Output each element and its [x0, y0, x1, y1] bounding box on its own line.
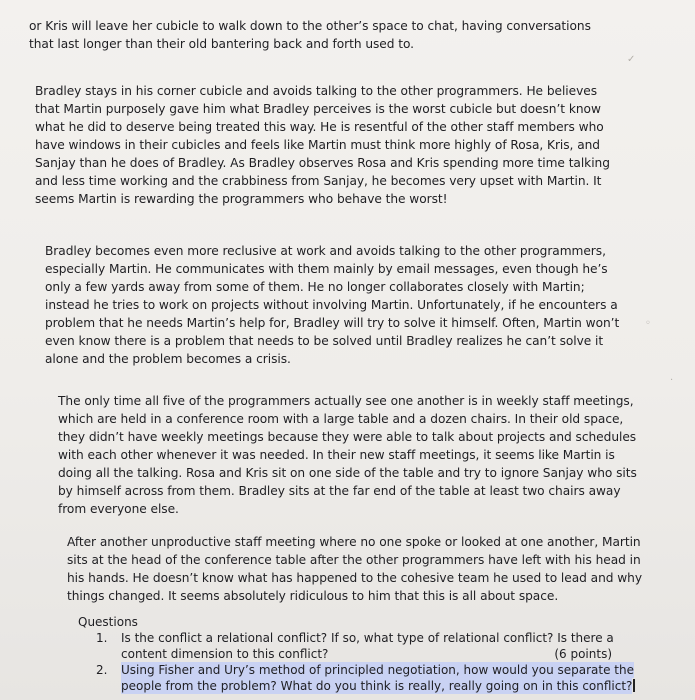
text-line: especially Martin. He communicates with them mainly by email messages, even though he’s [45, 262, 608, 276]
question-text-line: Is the conflict a relational conflict? If so, what type of relational conflict? Is there a [121, 631, 614, 645]
text-line: from everyone else. [58, 502, 179, 516]
text-line: his hands. He doesn’t know what has happened to the cohesive team he used to lead and why [67, 571, 643, 585]
text-line: have windows in their cubicles and feels like Martin must think more highly of Rosa, Kris, and [35, 138, 600, 152]
question-text-line: content dimension to this conflict? [121, 647, 329, 661]
text-line: things changed. It seems absolutely ridiculous to him that this is all about space. [67, 589, 559, 603]
questions-section [78, 614, 634, 694]
paragraph-4 [58, 392, 637, 518]
text-line: with each other whenever it was needed. In their new staff meetings, it seems like Martin is [58, 448, 615, 462]
text-line: what he did to deserve being treated this way. He is resentful of the other staff members who [35, 120, 604, 134]
text-line: Bradley becomes even more reclusive at work and avoids talking to the other programmers, [45, 244, 606, 258]
text-line: that Martin purposely gave him what Bradley perceives is the worst cubicle but doesn’t know [35, 102, 601, 116]
text-line: by himself across from them. Bradley sits at the far end of the table at least two chairs away [58, 484, 621, 498]
pencil-mark: · [670, 375, 674, 386]
text-line: that last longer than their old bantering back and forth used to. [29, 37, 415, 51]
questions-heading: Questions [78, 615, 138, 629]
paragraph-2 [35, 82, 610, 208]
text-line: Bradley stays in his corner cubicle and avoids talking to the other programmers. He believes [35, 84, 597, 98]
text-line: they didn’t have weekly meetings because they were able to talk about projects and schedules [58, 430, 637, 444]
text-cursor [633, 679, 635, 692]
question-points: (6 points) [554, 647, 612, 661]
text-line: problem that he needs Martin’s help for, Bradley will try to solve it himself. Often, Martin won’t [45, 316, 620, 330]
paragraph-3 [45, 242, 619, 368]
text-line: even know there is a problem that needs to be solved until Bradley realizes he can’t solve it [45, 334, 604, 348]
text-line: doing all the talking. Rosa and Kris sit on one side of the table and try to ignore Sanjay who sits [58, 466, 637, 480]
text-line: Sanjay than he does of Bradley. As Bradley observes Rosa and Kris spending more time talking [35, 156, 610, 170]
text-line: which are held in a conference room with a large table and a dozen chairs. In their old space, [58, 412, 624, 426]
selected-text-line[interactable]: Using Fisher and Ury’s method of principled negotiation, how would you separate the [121, 663, 634, 677]
text-line: or Kris will leave her cubicle to walk down to the other’s space to chat, having conversations [29, 19, 591, 33]
text-line: After another unproductive staff meeting where no one spoke or looked at one another, Martin [67, 535, 641, 549]
text-line: The only time all five of the programmers actually see one another is in weekly staff meetings, [58, 394, 634, 408]
text-line: only a few yards away from some of them. He no longer collaborates closely with Martin; [45, 280, 585, 294]
text-line: sits at the head of the conference table after the other programmers have left with his head in [67, 553, 641, 567]
selected-text-line[interactable]: people from the problem? What do you think is really, really going on in this conflict? [121, 679, 633, 693]
text-line: instead he tries to work on projects without involving Martin. Unfortunately, if he encounters a [45, 298, 618, 312]
pencil-mark: ✓ [627, 54, 636, 65]
paragraph-1 [29, 17, 591, 53]
paragraph-5 [67, 533, 642, 605]
text-line: alone and the problem becomes a crisis. [45, 352, 291, 366]
pencil-mark: ◦ [645, 318, 651, 329]
question-1 [78, 630, 618, 662]
text-line: seems Martin is rewarding the programmers who behave the worst! [35, 192, 448, 206]
question-number: 1. [96, 631, 108, 645]
question-2[interactable] [78, 662, 634, 694]
text-line: and less time working and the crabbiness from Sanjay, he becomes very upset with Martin. It [35, 174, 602, 188]
question-number: 2. [96, 663, 108, 677]
